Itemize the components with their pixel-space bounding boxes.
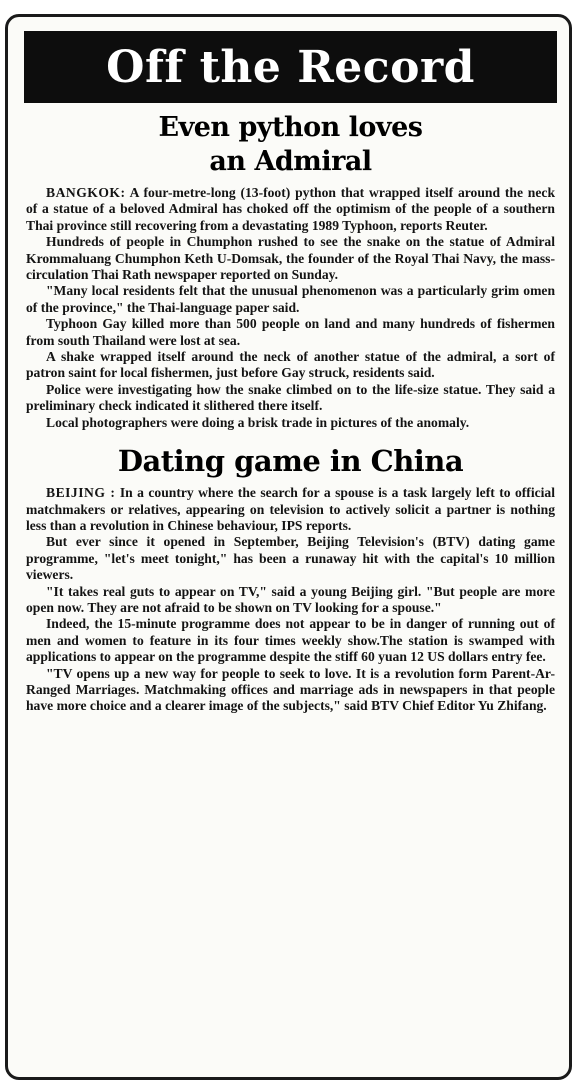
dateline: BANGKOK: [46,185,126,200]
article-headline: Dating game in China [117,444,464,479]
article-paragraph: Police were investigating how the snake climbed on to the life-size statue. They said a preliminary check indicated it slithered there itself. [26,381,555,414]
article-paragraph: But ever since it opened in September, Beijing Television's (BTV) dating game programme, "let's meet tonight," has been a runaway hit with the capital's 10 million viewers. [26,534,555,583]
dateline: BEIJING : [46,485,116,501]
newspaper-column [5,14,572,1080]
article-paragraph: "Many local residents felt that the unusual phenomenon was a particularly grim omen of the province," the Thai-language paper said. [26,283,555,315]
article-paragraph: Indeed, the 15-minute programme does not appear to be in danger of running out of men and women to feature in its four times weekly show.The station is swamped with applications to appear on the programme despite the stiff 60 yuan 12 US dollars entry fee. [26,616,555,665]
article-python [26,111,555,431]
masthead-title: Off the Record [106,41,475,93]
paragraph-text: A four-metre-long (13-foot) python that wrapped itself around the neck of a statue of a beloved Admiral has choked off the optimism of the people of a southern Thai province still recovering from a devastating 1989 Typhoon, reports Reuter. [26,185,555,233]
article-paragraph [26,485,555,534]
article-paragraph: "It takes real guts to appear on TV," said a young Beijing girl. "But people are more open now. They are not afraid to be shown on TV looking for a spouse." [26,583,555,615]
headline-line: Even python loves [158,112,423,143]
article-dating [26,443,555,715]
headline-line: an Admiral [209,146,372,177]
article-paragraph: Hundreds of people in Chumphon rushed to see the snake on the statue of Admiral Krommaluang Chumphon Keth U-Domsak, the founder of the Royal Thai Navy, the mass-circulation Thai Rath newspaper reported on Sunday. [26,234,555,283]
article-paragraph: Typhoon Gay killed more than 500 people on land and many hundreds of fishermen from south Thailand were lost at sea. [26,316,555,348]
masthead-banner [24,31,557,103]
article-paragraph: A shake wrapped itself around the neck of another statue of the admiral, a sort of patron saint for local fishermen, just before Gay struck, residents said. [26,349,555,381]
article-headline [26,111,555,179]
article-paragraph [26,185,555,234]
article-paragraph: "TV opens up a new way for people to seek to love. It is a revolution form Parent-Ar-Ranged Marriages. Matchmaking offices and marriage ads in newspapers in that people have more choice and a clearer image of the subjects," said BTV Chief Editor Yu Zhifang. [26,665,555,714]
article-paragraph: Local photographers were doing a brisk trade in pictures of the anomaly. [46,414,470,430]
paragraph-text: In a country where the search for a spouse is a task largely left to official matchmakers or relatives, appearing on television to actively solicit a partner is nothing less than a revolution in Chinese behaviour, IPS reports. [26,485,555,533]
